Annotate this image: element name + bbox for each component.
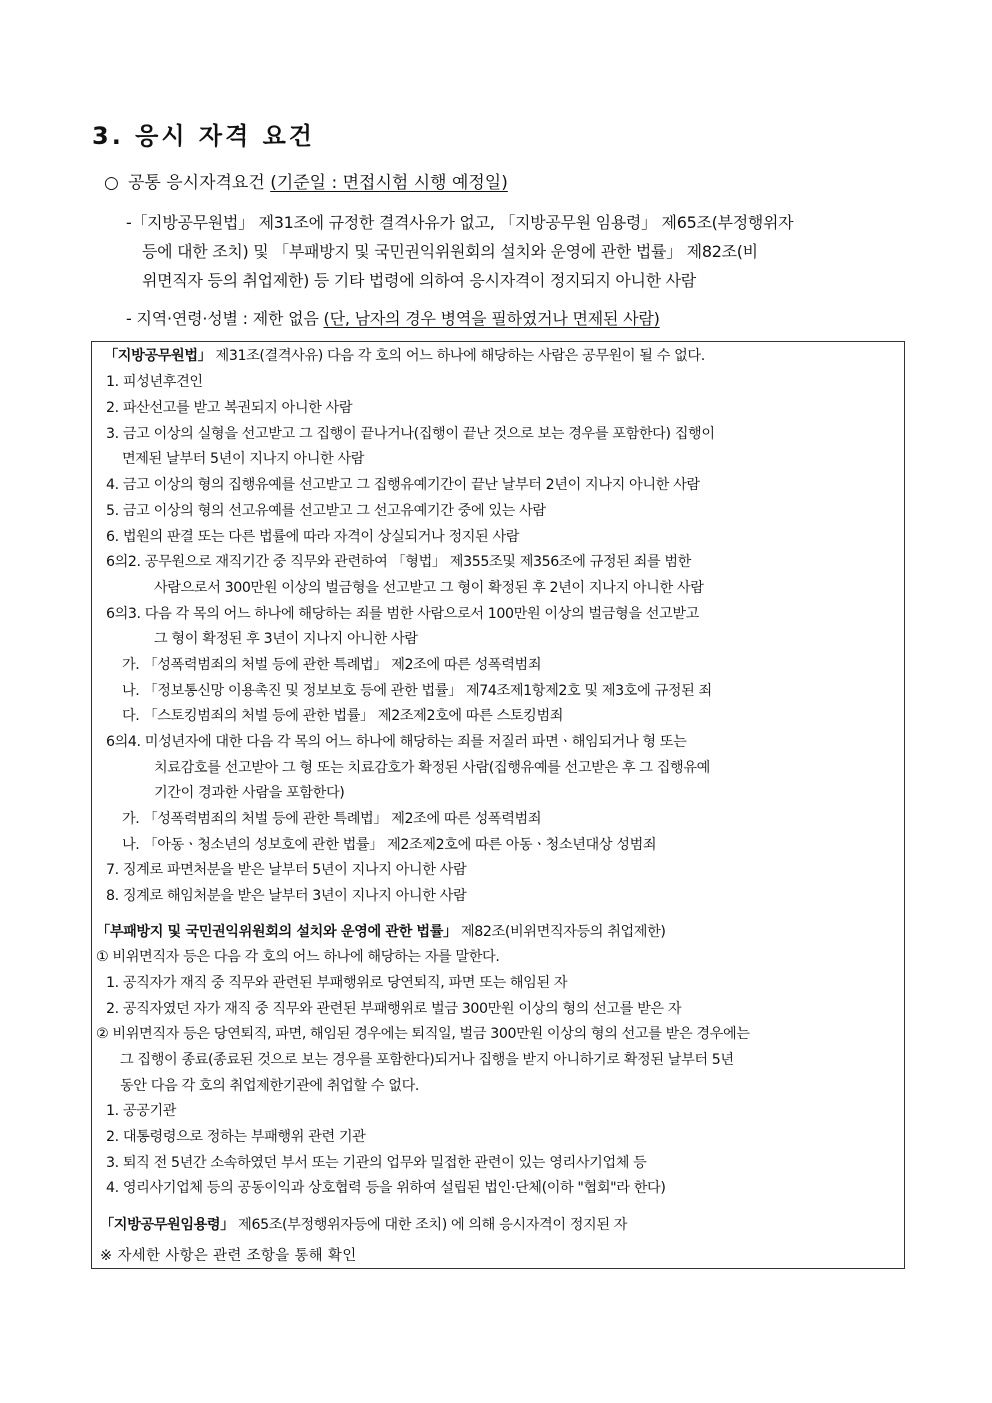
law1-line: 기간이 경과한 사람을 포함한다) — [154, 785, 345, 801]
paragraph-line: 등에 대한 조치) 및 「부패방지 및 국민권익위원회의 설치와 운영에 관한 법률」 제82조(비 — [142, 242, 758, 261]
law1-line: 7. 징계로 파면처분을 받은 날부터 5년이 지나지 아니한 사람 — [106, 862, 467, 878]
law1-title: 「지방공무원법」 — [104, 348, 212, 364]
law1-line: 6의2. 공무원으로 재직기간 중 직무와 관련하여 「형법」 제355조및 제356조에 규정된 죄를 범한 — [106, 554, 691, 570]
law2-line: 2. 대통령령으로 정하는 부패행위 관련 기관 — [106, 1129, 366, 1145]
common-requirements — [104, 168, 508, 193]
disqualification-paragraph — [126, 208, 906, 295]
law3-heading — [100, 1215, 627, 1235]
law1-line: 가. 「성폭력범죄의 처벌 등에 관한 특례법」 제2조에 따른 성폭력범죄 — [122, 657, 542, 673]
law2-title: 「부패방지 및 국민권익위원회의 설치와 운영에 관한 법률」 — [96, 924, 457, 940]
law2-line: 그 집행이 종료(종료된 것으로 보는 경우를 포함한다)되거나 집행을 받지 아니하기로 확정된 날부터 5년 — [120, 1052, 734, 1068]
common-label: 공통 응시자격요건 — [128, 173, 265, 193]
law2-line: 1. 공직자가 재직 중 직무와 관련된 부패행위로 당연퇴직, 파면 또는 해임된 자 — [106, 975, 568, 991]
law1-line: 나. 「정보통신망 이용촉진 및 정보보호 등에 관한 법률」 제74조제1항제2호 및 제3호에 규정된 죄 — [122, 683, 712, 699]
law1-line: 6. 법원의 판결 또는 다른 법률에 따라 자격이 상실되거나 정지된 사람 — [106, 529, 520, 545]
law3-title: 「지방공무원임용령」 — [100, 1217, 235, 1233]
circle-bullet-icon: ○ — [104, 173, 119, 193]
law1-line: 나. 「아동ㆍ청소년의 성보호에 관한 법률」 제2조제2호에 따른 아동ㆍ청소년대상 성범죄 — [122, 837, 657, 853]
law1-line: 3. 금고 이상의 실형을 선고받고 그 집행이 끝나거나(집행이 끝난 것으로 보는 경우를 포함한다) 집행이 — [106, 426, 715, 442]
law1-line: 2. 파산선고를 받고 복권되지 아니한 사람 — [106, 400, 353, 416]
law1-line: 6의3. 다음 각 목의 어느 하나에 해당하는 죄를 범한 사람으로서 100만원 이상의 벌금형을 선고받고 — [106, 606, 699, 622]
law1-line: 1. 피성년후견인 — [106, 374, 203, 390]
law2-line: ① 비위면직자 등은 다음 각 호의 어느 하나에 해당하는 자를 말한다. — [96, 949, 500, 965]
law1-line: 가. 「성폭력범죄의 처벌 등에 관한 특례법」 제2조에 따른 성폭력범죄 — [122, 811, 542, 827]
law1-line: 5. 금고 이상의 형의 선고유예를 선고받고 그 선고유예기간 중에 있는 사람 — [106, 503, 546, 519]
region-age-gender-requirement — [126, 306, 660, 329]
footnote: ※ 자세한 사항은 관련 조항을 통해 확인 — [100, 1248, 357, 1264]
law1-line: 8. 징계로 해임처분을 받은 날부터 3년이 지나지 아니한 사람 — [106, 888, 467, 904]
paragraph-line: 위면직자 등의 취업제한) 등 기타 법령에 의하여 응시자격이 정지되지 아니한 사람 — [142, 271, 696, 290]
law2-heading — [96, 922, 666, 942]
law1-line: 다. 「스토킹범죄의 처벌 등에 관한 법률」 제2조제2호에 따른 스토킹범죄 — [122, 708, 564, 724]
section-heading: 3. 응시 자격 요건 — [92, 122, 315, 150]
law2-title-rest: 제82조(비위면직자등의 취업제한) — [456, 924, 666, 940]
basis-date-note: (기준일 : 면접시험 시행 예정일) — [270, 173, 508, 193]
military-note: (단, 남자의 경우 병역을 필하였거나 면제된 사람) — [323, 309, 660, 328]
law1-line: 6의4. 미성년자에 대한 다음 각 목의 어느 하나에 해당하는 죄를 저질러 파면ㆍ해임되거나 형 또는 — [106, 734, 687, 750]
law1-line: 면제된 날부터 5년이 지나지 아니한 사람 — [122, 451, 365, 467]
law2-line: 동안 다음 각 호의 취업제한기관에 취업할 수 없다. — [120, 1078, 419, 1094]
paragraph-line: -「지방공무원법」 제31조에 규정한 결격사유가 없고, 「지방공무원 임용령」 제65조(부정행위자 — [126, 213, 794, 232]
law1-line: 4. 금고 이상의 형의 집행유예를 선고받고 그 집행유예기간이 끝난 날부터 2년이 지나지 아니한 사람 — [106, 477, 700, 493]
law2-line: 4. 영리사기업체 등의 공동이익과 상호협력 등을 위하여 설립된 법인·단체(이하 "협회"라 한다) — [106, 1180, 666, 1196]
law2-line: 2. 공직자였던 자가 재직 중 직무와 관련된 부패행위로 벌금 300만원 이상의 형의 선고를 받은 자 — [106, 1001, 682, 1017]
law3-title-rest: 제65조(부정행위자등에 대한 조치) 에 의해 응시자격이 정지된 자 — [234, 1217, 628, 1233]
law1-line: 그 형이 확정된 후 3년이 지나지 아니한 사람 — [154, 631, 418, 647]
law1-title-rest: 제31조(결격사유) 다음 각 호의 어느 하나에 해당하는 사람은 공무원이 될 수 없다. — [211, 348, 705, 364]
law1-line: 치료감호를 선고받아 그 형 또는 치료감호가 확정된 사람(집행유예를 선고받은 후 그 집행유예 — [154, 760, 710, 776]
law2-line: 3. 퇴직 전 5년간 소속하였던 부서 또는 기관의 업무와 밀접한 관련이 있는 영리사기업체 등 — [106, 1155, 647, 1171]
law-reference-box — [91, 341, 905, 1269]
region-text: - 지역·연령·성별 : 제한 없음 — [126, 309, 319, 328]
law2-line: 1. 공공기관 — [106, 1103, 177, 1119]
law2-line: ② 비위면직자 등은 당연퇴직, 파면, 해임된 경우에는 퇴직일, 벌금 300만원 이상의 형의 선고를 받은 경우에는 — [96, 1026, 750, 1042]
law1-heading — [104, 346, 705, 366]
law1-line: 사람으로서 300만원 이상의 벌금형을 선고받고 그 형이 확정된 후 2년이 지나지 아니한 사람 — [154, 580, 704, 596]
